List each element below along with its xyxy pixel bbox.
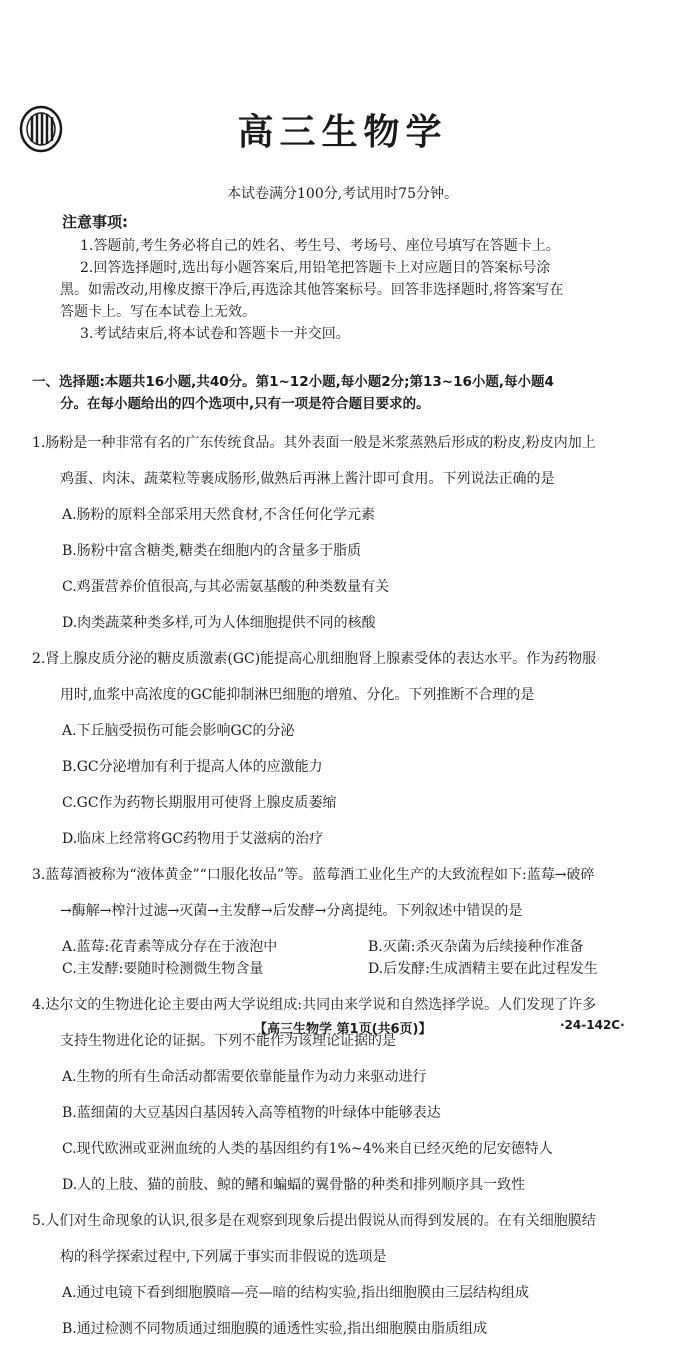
notice-item-1: 1.答题前,考生务必将自己的姓名、考生号、考场号、座位号填写在答题卡上。	[80, 238, 560, 254]
option-c: C.GC作为药物长期服用可使肾上腺皮质萎缩	[62, 795, 337, 811]
question-5	[0, 1210, 685, 1340]
page-footer: 【高三生物学 第1页(共6页)】	[254, 1022, 432, 1037]
notice-item-3: 3.考试结束后,将本试卷和答题卡一并交回。	[80, 326, 350, 342]
option-d: D.临床上经常将GC药物用于艾滋病的治疗	[62, 831, 324, 847]
option-b: B.肠粉中富含糖类,糖类在细胞内的含量多于脂质	[62, 543, 362, 559]
question-stem-cont: 鸡蛋、肉沫、蔬菜粒等裹成肠形,做熟后再淋上酱汁即可食用。下列说法正确的是	[60, 471, 555, 487]
option-b: B.GC分泌增加有利于提高人体的应激能力	[62, 759, 323, 775]
option-a: A.肠粉的原料全部采用天然食材,不含任何化学元素	[62, 507, 376, 523]
question-stem-cont: →酶解→榨汁过滤→灭菌→主发酵→后发酵→分离提纯。下列叙述中错误的是	[60, 903, 523, 919]
option-b: B.通过检测不同物质通过细胞膜的通透性实验,指出细胞膜由脂质组成	[62, 1321, 488, 1337]
option-row	[0, 958, 685, 980]
page-title: 高三生物学	[237, 112, 448, 153]
notice-item-2-cont: 黑。如需改动,用橡皮擦干净后,再选涂其他答案标号。回答非选择题时,将答案写在	[60, 282, 564, 298]
notice-item-2-cont2: 答题卡上。写在本试卷上无效。	[60, 304, 256, 320]
question-1	[0, 432, 685, 634]
option-d: D.后发酵:生成酒精主要在此过程发生	[368, 961, 598, 977]
exam-info: 本试卷满分100分,考试用时75分钟。	[227, 186, 458, 202]
option-d: D.人的上肢、猫的前肢、鲸的鳍和蝙蝠的翼骨骼的种类和排列顺序具一致性	[62, 1177, 526, 1193]
option-a: A.通过电镜下看到细胞膜暗—亮—暗的结构实验,指出细胞膜由三层结构组成	[62, 1285, 530, 1301]
question-stem: 2.肾上腺皮质分泌的糖皮质激素(GC)能提高心肌细胞肾上腺素受体的表达水平。作为药物服	[32, 651, 597, 667]
option-d: D.肉类蔬菜种类多样,可为人体细胞提供不同的核酸	[62, 615, 376, 631]
option-b: B.灭菌:杀灭杂菌为后续接种作准备	[368, 939, 584, 955]
paper-code: ·24-142C·	[560, 1018, 625, 1032]
option-a: A.蓝莓:花青素等成分存在于液泡中	[62, 939, 278, 955]
notice-list	[0, 235, 685, 345]
option-c: C.鸡蛋营养价值很高,与其必需氨基酸的种类数量有关	[62, 579, 390, 595]
option-b: B.蓝细菌的大豆基因白基因转入高等植物的叶绿体中能够表达	[62, 1105, 441, 1121]
option-a: A.生物的所有生命活动都需要依靠能量作为动力来驱动进行	[62, 1069, 427, 1085]
question-stem: 4.达尔文的生物进化论主要由两大学说组成:共同由来学说和自然选择学说。人们发现了许多	[32, 997, 597, 1013]
section-line-1: 一、选择题:本题共16小题,共40分。第1~12小题,每小题2分;第13~16小题,每小题4	[32, 374, 554, 390]
question-stem-cont: 支持生物进化论的证据。下列不能作为该理论证据的是	[60, 1033, 396, 1049]
option-row	[0, 936, 685, 958]
question-stem: 5.人们对生命现象的认识,很多是在观察到现象后提出假说从而得到发展的。在有关细胞膜结	[32, 1213, 596, 1229]
notice-heading: 注意事项:	[62, 213, 128, 231]
option-a: A.下丘脑受损伤可能会影响GC的分泌	[62, 723, 295, 739]
option-c: C.主发酵:要随时检测微生物含量	[62, 961, 264, 977]
question-stem: 1.肠粉是一种非常有名的广东传统食品。其外表面一般是米浆蒸熟后形成的粉皮,粉皮内加上	[32, 435, 596, 451]
question-stem-cont: 构的科学探索过程中,下列属于事实而非假说的选项是	[60, 1249, 387, 1265]
question-stem: 3.蓝莓酒被称为“液体黄金”“口服化妆品”等。蓝莓酒工业化生产的大致流程如下:蓝莓→破碎	[32, 867, 595, 883]
section-line-2: 分。在每小题给出的四个选项中,只有一项是符合题目要求的。	[60, 396, 430, 412]
notice-item-2: 2.回答选择题时,选出每小题答案后,用铅笔把答题卡上对应题目的答案标号涂	[80, 260, 551, 276]
question-list	[0, 418, 685, 1354]
section-header	[0, 371, 685, 415]
option-c: C.现代欧洲或亚洲血统的人类的基因组约有1%~4%来自已经灭绝的尼安德特人	[62, 1141, 553, 1157]
question-stem-cont: 用时,血浆中高浓度的GC能抑制淋巴细胞的增殖、分化。下列推断不合理的是	[60, 687, 535, 703]
question-2	[0, 648, 685, 850]
question-3	[0, 864, 685, 980]
